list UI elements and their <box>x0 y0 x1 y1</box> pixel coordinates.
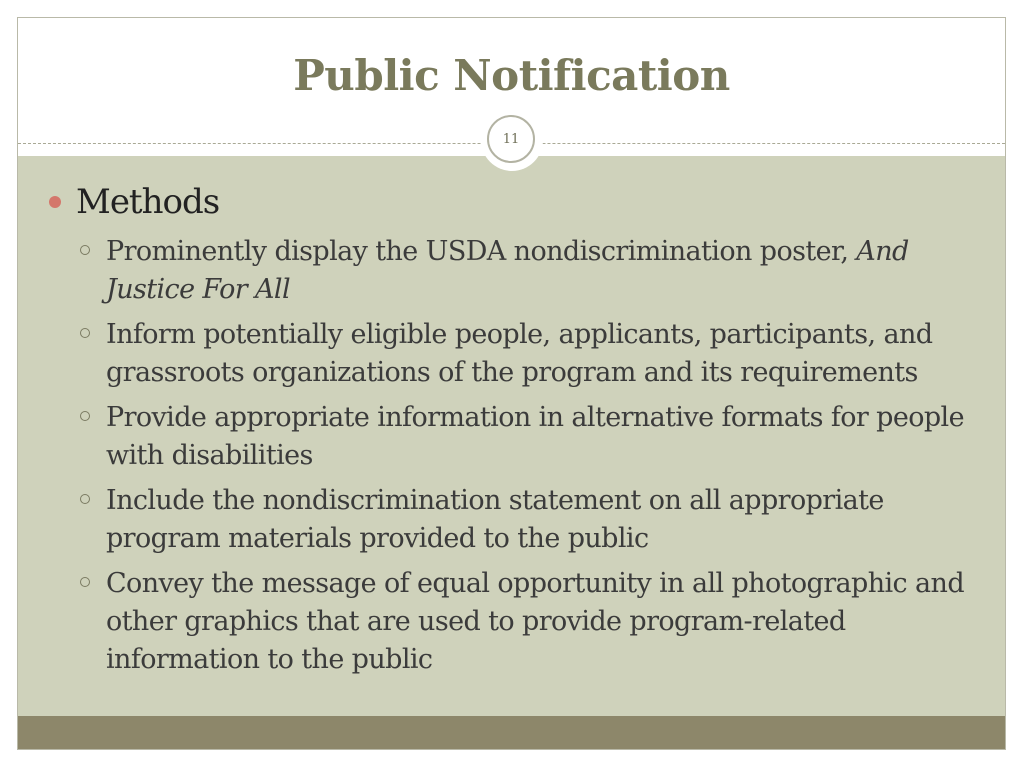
list-item <box>18 482 1005 558</box>
poster-title-emphasis: And Justice For All <box>106 236 909 305</box>
list-item <box>18 233 1005 309</box>
slide-title: Public Notification <box>293 51 730 100</box>
hollow-circle-bullet-icon <box>80 328 90 338</box>
list-item <box>18 565 1005 679</box>
page-number: 11 <box>502 131 520 147</box>
filled-circle-bullet-icon <box>49 196 61 208</box>
list-item-text: Prominently display the USDA nondiscrimination poster, <box>106 236 857 267</box>
list-item-text: Include the nondiscrimination statement on all appropriate program materials provided to the public <box>106 485 884 554</box>
slide <box>17 17 1006 750</box>
primary-bullet-list <box>18 182 1005 222</box>
list-item <box>18 316 1005 392</box>
primary-bullet-item <box>18 182 1005 222</box>
list-item-text: Inform potentially eligible people, applicants, participants, and grassroots organizations of the program and its requirements <box>106 319 933 388</box>
hollow-circle-bullet-icon <box>80 245 90 255</box>
methods-heading: Methods <box>76 182 220 222</box>
footer-band <box>18 716 1005 750</box>
hollow-circle-bullet-icon <box>80 494 90 504</box>
hollow-circle-bullet-icon <box>80 577 90 587</box>
hollow-circle-bullet-icon <box>80 411 90 421</box>
list-item-text: Provide appropriate information in alternative formats for people with disabilities <box>106 402 964 471</box>
secondary-bullet-list <box>18 233 1005 686</box>
page-number-badge <box>487 115 535 163</box>
list-item-text: Convey the message of equal opportunity in all photographic and other graphics that are used to provide program-related information to the public <box>106 568 964 675</box>
list-item <box>18 399 1005 475</box>
